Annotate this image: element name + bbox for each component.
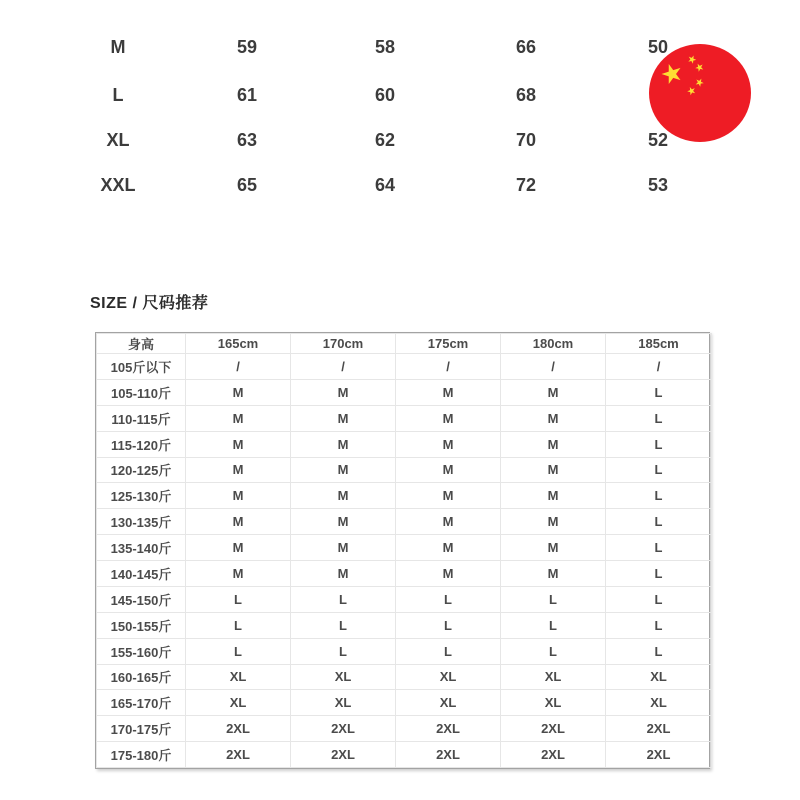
measurement-value: 61 [236, 85, 258, 105]
size-cell: L [606, 457, 712, 483]
size-cell: L [501, 638, 606, 664]
size-cell: M [291, 509, 396, 535]
size-table-row [97, 509, 712, 535]
size-cell: M [186, 561, 291, 587]
weight-range-label: 110-115斤 [97, 405, 186, 431]
size-table-row [97, 716, 712, 742]
size-cell: XL [606, 664, 712, 690]
size-cell: M [501, 509, 606, 535]
size-table-row [97, 742, 712, 768]
size-cell: L [606, 431, 712, 457]
size-table-row [97, 379, 712, 405]
size-cell: L [606, 638, 712, 664]
size-cell: M [396, 561, 501, 587]
size-cell: L [606, 379, 712, 405]
section-title: SIZE / 尺码推荐 [90, 295, 209, 312]
size-cell: L [606, 535, 712, 561]
size-table-row [97, 535, 712, 561]
weight-range-label: 120-125斤 [97, 457, 186, 483]
size-cell: L [396, 586, 501, 612]
china-flag-svg [649, 44, 751, 142]
weight-range-label: 165-170斤 [97, 690, 186, 716]
size-cell: M [186, 535, 291, 561]
size-cell: M [186, 483, 291, 509]
size-cell: M [396, 431, 501, 457]
measurement-value: 50 [647, 37, 669, 57]
size-cell: L [606, 612, 712, 638]
size-cell: L [606, 509, 712, 535]
weight-range-label: 130-135斤 [97, 509, 186, 535]
measurement-value: 64 [374, 175, 396, 195]
size-cell: 2XL [606, 716, 712, 742]
size-cell: M [291, 379, 396, 405]
measurement-value: 58 [374, 37, 396, 57]
size-cell: M [396, 535, 501, 561]
size-cell: M [186, 509, 291, 535]
size-cell: L [501, 612, 606, 638]
size-cell: L [186, 612, 291, 638]
size-cell: / [606, 354, 712, 380]
size-cell: 2XL [396, 742, 501, 768]
column-header: 175cm [396, 334, 501, 354]
measurement-value: 62 [374, 130, 396, 150]
size-cell: M [291, 457, 396, 483]
size-cell: L [606, 561, 712, 587]
size-table-row [97, 690, 712, 716]
size-cell: M [186, 379, 291, 405]
size-cell: L [606, 483, 712, 509]
size-table-row [97, 457, 712, 483]
size-table-row [97, 561, 712, 587]
size-cell: M [291, 483, 396, 509]
size-cell: 2XL [501, 716, 606, 742]
weight-range-label: 175-180斤 [97, 742, 186, 768]
weight-range-label: 140-145斤 [97, 561, 186, 587]
size-cell: / [396, 354, 501, 380]
size-cell: M [501, 457, 606, 483]
size-cell: XL [606, 690, 712, 716]
size-cell: 2XL [186, 742, 291, 768]
weight-range-label: 115-120斤 [97, 431, 186, 457]
size-cell: M [291, 431, 396, 457]
measurement-value: 60 [374, 85, 396, 105]
column-header: 165cm [186, 334, 291, 354]
size-cell: XL [186, 690, 291, 716]
weight-range-label: 155-160斤 [97, 638, 186, 664]
size-cell: XL [186, 664, 291, 690]
size-cell: L [291, 612, 396, 638]
weight-range-label: 150-155斤 [97, 612, 186, 638]
china-flag-icon [649, 44, 751, 142]
size-table-row [97, 664, 712, 690]
size-cell: XL [396, 664, 501, 690]
weight-range-label: 105斤以下 [97, 354, 186, 380]
size-label: XL [106, 130, 130, 150]
column-header: 180cm [501, 334, 606, 354]
weight-range-label: 105-110斤 [97, 379, 186, 405]
size-cell: 2XL [606, 742, 712, 768]
size-cell: L [501, 586, 606, 612]
size-cell: XL [291, 664, 396, 690]
size-cell: M [291, 561, 396, 587]
weight-range-label: 160-165斤 [97, 664, 186, 690]
size-cell: XL [291, 690, 396, 716]
size-cell: L [606, 586, 712, 612]
size-cell: / [291, 354, 396, 380]
size-cell: M [501, 483, 606, 509]
column-header: 身高 [97, 334, 186, 354]
size-cell: M [501, 561, 606, 587]
size-cell: 2XL [186, 716, 291, 742]
size-table-row [97, 586, 712, 612]
column-header: 170cm [291, 334, 396, 354]
measurement-value: 52 [647, 130, 669, 150]
size-table-row [97, 354, 712, 380]
measurement-value: 63 [236, 130, 258, 150]
column-header: 185cm [606, 334, 712, 354]
size-cell: 2XL [291, 742, 396, 768]
size-cell: L [186, 638, 291, 664]
size-label: XXL [100, 175, 136, 195]
size-cell: L [396, 638, 501, 664]
size-cell: M [501, 431, 606, 457]
size-cell: M [396, 457, 501, 483]
measurement-value: 53 [647, 175, 669, 195]
size-table-body [97, 354, 712, 768]
size-cell: M [396, 379, 501, 405]
size-cell: L [396, 612, 501, 638]
size-table-header-row [97, 334, 712, 354]
size-cell: 2XL [396, 716, 501, 742]
measurement-value: 70 [515, 130, 537, 150]
measurement-value: 66 [515, 37, 537, 57]
measurement-value: 68 [515, 85, 537, 105]
size-cell: M [501, 405, 606, 431]
size-cell: M [186, 405, 291, 431]
size-table-row [97, 612, 712, 638]
size-cell: M [501, 535, 606, 561]
measurement-value: 59 [236, 37, 258, 57]
weight-range-label: 145-150斤 [97, 586, 186, 612]
size-cell: 2XL [501, 742, 606, 768]
size-table-row [97, 431, 712, 457]
size-cell: L [606, 405, 712, 431]
size-cell: XL [396, 690, 501, 716]
size-table-row [97, 483, 712, 509]
size-cell: / [501, 354, 606, 380]
size-recommendation-table [96, 333, 712, 768]
size-cell: M [396, 483, 501, 509]
size-cell: 2XL [291, 716, 396, 742]
size-cell: XL [501, 664, 606, 690]
size-cell: L [291, 586, 396, 612]
size-table-row [97, 405, 712, 431]
flag-circle [649, 44, 751, 142]
size-cell: M [186, 431, 291, 457]
size-cell: L [186, 586, 291, 612]
size-cell: M [186, 457, 291, 483]
size-cell: M [501, 379, 606, 405]
size-cell: M [396, 405, 501, 431]
size-label: M [110, 37, 126, 57]
size-cell: XL [501, 690, 606, 716]
measurement-value: 72 [515, 175, 537, 195]
weight-range-label: 135-140斤 [97, 535, 186, 561]
size-cell: L [291, 638, 396, 664]
size-label: L [112, 85, 124, 105]
size-cell: M [291, 405, 396, 431]
weight-range-label: 125-130斤 [97, 483, 186, 509]
measurement-value: 65 [236, 175, 258, 195]
size-table-row [97, 638, 712, 664]
size-cell: M [291, 535, 396, 561]
size-cell: M [396, 509, 501, 535]
weight-range-label: 170-175斤 [97, 716, 186, 742]
size-table-container [95, 332, 710, 769]
size-cell: / [186, 354, 291, 380]
